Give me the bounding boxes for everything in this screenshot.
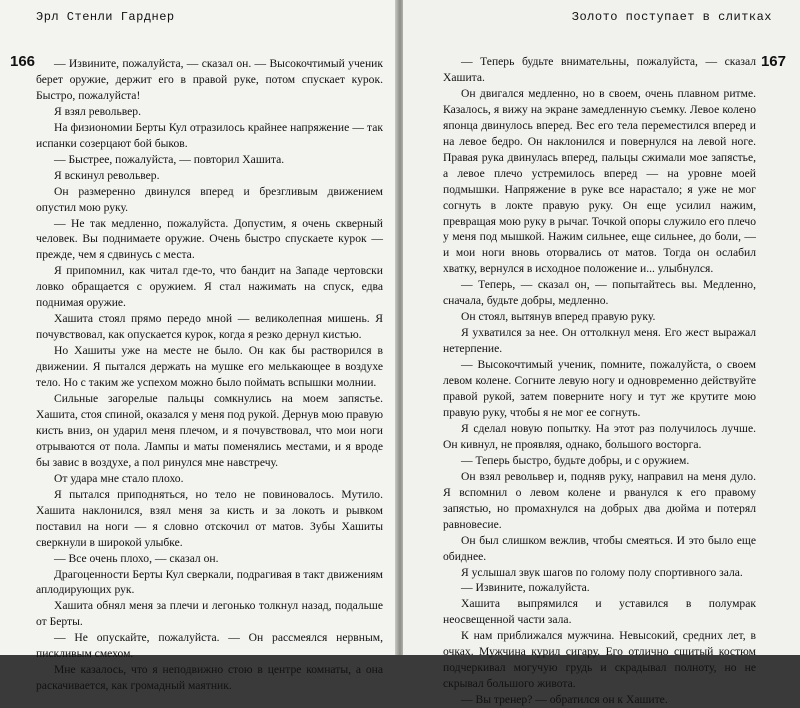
paragraph: — Высокочтимый ученик, помните, пожалуйста, о своем левом колене. Согните левую ногу и одновременно действуйте правой рукой, затем поверните ногу и тут же крутите мою правую руку, чтобы я не мог ее согнуть. [443, 358, 756, 419]
paragraph: Хашита стоял прямо передо мной — великолепная мишень. Я почувствовал, как опускается курок, когда я резко дернул кистью. [36, 312, 383, 342]
paragraph: Сильные загорелые пальцы сомкнулись на моем запястье. Хашита, стоя спиной, оказался у меня под рукой. Дернув мою правую кисть вниз, он ударил меня плечом, и я почувствовал, что мои ноги отрываются от пола. Лампы и маты поменялись местами, и я вроде бы завис в воздухе, а пол ринулся мне навстречу. [36, 392, 383, 469]
paragraph: — Извините, пожалуйста. [461, 581, 590, 595]
left-page-text [36, 56, 383, 694]
paragraph: — Не опускайте, пожалуйста. — Он рассмеялся нервным, пискливым смехом. [36, 631, 383, 661]
left-page [0, 0, 397, 693]
paragraph: Я припомнил, как читал где-то, что бандит на Западе чертовски ловко обращается с оружием. Я стал нажимать на спуск, едва поднимая оружие. [36, 264, 383, 310]
paragraph: К нам приближался мужчина. Невысокий, средних лет, в очках. Мужчина курил сигару. Его отлично сшитый костюм подчеркивал могучую грудь и скрадывал полноту, но не скрывал большого живота. [443, 629, 756, 691]
paragraph: Но Хашиты уже на месте не было. Он как бы растворился в движении. Я пытался держать на мушке его мелькающее в воздухе тело. Но с таким же успехом можно было поймать вспышки молнии. [36, 344, 383, 390]
paragraph: — Не так медленно, пожалуйста. Допустим, я очень скверный человек. Вы поднимаете оружие. Очень быстро спускаете курок — прежде, чем я сдвинусь с места. [36, 216, 383, 262]
paragraph: Хашита обнял меня за плечи и легонько толкнул назад, подальше от Берты. [36, 599, 383, 629]
page-number-left: 166 [10, 53, 36, 70]
right-page [403, 0, 800, 707]
paragraph: Он был слишком вежлив, чтобы смеяться. И это было еще обиднее. [443, 533, 756, 563]
paragraph: — Извините, пожалуйста, — сказал он. — Высокочтимый ученик берет оружие, держит его в правой руке, потом спускает курок. Быстро, пожалуйста! [36, 57, 383, 102]
paragraph: — Быстрее, пожалуйста, — повторил Хашита. [54, 152, 285, 166]
paragraph: Я ухватился за нее. Он оттолкнул меня. Его жест выражал нетерпение. [443, 326, 756, 356]
paragraph: — Теперь, — сказал он, — попытайтесь вы. Медленно, сначала, будьте добры, медленно. [443, 278, 756, 308]
paragraph: Я взял револьвер. [54, 104, 142, 118]
page-number-right: 167 [760, 53, 786, 70]
running-head-title: Золото поступает в слитках [571, 10, 772, 24]
right-page-text [443, 54, 756, 708]
paragraph: Я сделал новую попытку. На этот раз получилось лучше. Он кивнул, не проявляя, однако, большого восторга. [443, 421, 756, 451]
paragraph: — Все очень плохо, — сказал он. [54, 551, 219, 565]
paragraph: Драгоценности Берты Кул сверкали, подрагивая в такт движениям аплодирующих рук. [36, 567, 383, 597]
paragraph: — Теперь быстро, будьте добры, и с оружием. [461, 453, 690, 467]
paragraph: Я вскинул револьвер. [54, 168, 160, 182]
paragraph: Он стоял, вытянув вперед правую руку. [461, 310, 656, 324]
paragraph: На физиономии Берты Кул отразилось крайнее напряжение — так испанки созерцают бой быков. [36, 120, 383, 150]
paragraph: От удара мне стало плохо. [54, 471, 184, 485]
paragraph: Я услышал звук шагов по голому полу спортивного зала. [461, 565, 743, 579]
running-head-author: Эрл Стенли Гарднер [36, 10, 175, 24]
paragraph: Мне казалось, что я неподвижно стою в центре комнаты, а она раскачивается, как громадный маятник. [36, 663, 383, 693]
paragraph: Он двигался медленно, но в своем, очень плавном ритме. Казалось, я вижу на экране замедленную съемку. Левое колено японца двинулось вперед. Вес его тела переместился вперед и на левое бедро. Он наклонился и повернулся на левой ноге. Правая рука двинулась вперед, пальцы сжимали мое запястье, а левое плечо устремилось вперед — на уровне моей подмышки. Напряжение в руке все нарастало; я уже не мог согнуть в локте правую руку. Он еще усилил нажим, превращая мою руку в рычаг. Точкой опоры служило его плечо у меня под мышкой. Нажим сильнее, еще сильнее, до боли, — и мои ноги вновь оторвались от матов. Тогда он ослабил хватку, вернулся в исходное положение и... улыбнулся. [443, 86, 756, 276]
paragraph: Он взял револьвер и, подняв руку, направил на меня дуло. Я вспомнил о левом колене и рванулся к его правому запястью, но промахнулся на добрых два дюйма и потерял равновесие. [443, 469, 756, 531]
paragraph: — Теперь будьте внимательны, пожалуйста, — сказал Хашита. [443, 55, 756, 84]
paragraph: Он размеренно двинулся вперед и брезгливым движением опустил мою руку. [36, 184, 383, 214]
paragraph: Я пытался приподняться, но тело не повиновалось. Мутило. Хашита наклонился, взял меня за кисть и за локоть и рывком поставил на ноги — я словно отскочил от матов. Зубы Хашиты сверкнули в широкой улыбке. [36, 487, 383, 549]
paragraph: — Вы тренер? — обратился он к Хашите. [461, 693, 668, 707]
paragraph: Хашита выпрямился и уставился в полумрак неосвещенной части зала. [443, 597, 756, 627]
